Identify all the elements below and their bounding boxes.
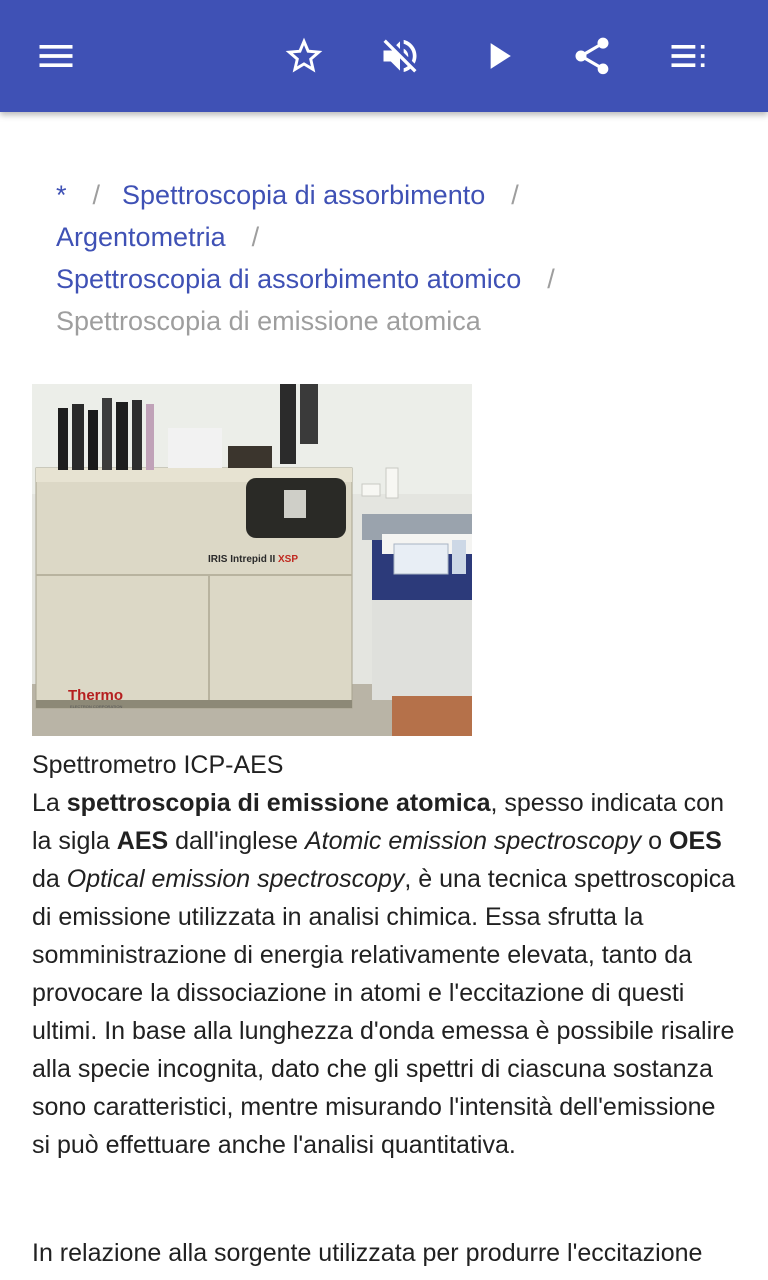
text-span: dall'inglese [168, 827, 305, 855]
breadcrumb-line [56, 174, 736, 216]
bold-term: OES [669, 827, 722, 855]
share-button[interactable] [560, 24, 624, 88]
image-brand-sub: ELECTRON CORPORATION [70, 704, 123, 709]
breadcrumb-separator: / [92, 180, 101, 210]
breadcrumb-separator: / [547, 264, 555, 294]
playlist-icon [666, 34, 710, 78]
breadcrumb-separator: / [511, 180, 519, 210]
bold-term: spettroscopia di emissione atomica [66, 789, 491, 817]
share-icon [570, 34, 614, 78]
article-image[interactable] [32, 384, 472, 736]
italic-term: Atomic emission spectroscopy [304, 827, 642, 855]
breadcrumb-item-home[interactable]: * [56, 180, 67, 210]
spectrometer-photo [32, 384, 472, 736]
menu-button[interactable] [24, 24, 88, 88]
image-model-label: IRIS Intrepid II [208, 554, 276, 565]
breadcrumb-item-assorbimento-atomico[interactable]: Spettroscopia di assorbimento atomico [56, 264, 522, 294]
bold-term: AES [116, 827, 169, 855]
text-span: La [32, 789, 67, 817]
image-model-suffix: XSP [278, 554, 299, 565]
menu-icon [34, 34, 78, 78]
contents-button[interactable] [656, 24, 720, 88]
app-bar [0, 0, 768, 112]
text-span: da [32, 865, 67, 893]
mute-button[interactable] [368, 24, 432, 88]
text-span: o [641, 827, 670, 855]
breadcrumb-item-argentometria[interactable]: Argentometria [56, 222, 226, 252]
italic-term: Optical emission spectroscopy [66, 865, 405, 893]
article-paragraph [32, 784, 736, 1164]
play-button[interactable] [466, 24, 530, 88]
star-outline-icon [282, 34, 326, 78]
text-span: , è una tecnica spettroscopica di emissione utilizzata in analisi chimica. Essa sfrutta la somministrazione di energia relativamente elevata, tanto da provocare la dissociazione in atomi e l'eccitazione di questi ultimi. In base alla lunghezza d'onda emessa è possibile risalire alla specie incognita, dato che gli spettri di ciascuna sostanza sono caratteristici, mentre misurando l'intensità dell'emissione si può effettuare anche l'analisi quantitativa. [32, 865, 736, 1159]
article-paragraph: In relazione alla sorgente utilizzata per produrre l'eccitazione [32, 1239, 703, 1267]
breadcrumb-current: Spettroscopia di emissione atomica [56, 306, 481, 336]
volume-off-icon [378, 34, 422, 78]
breadcrumb-line [56, 258, 736, 300]
breadcrumb-line [56, 216, 736, 258]
breadcrumb [56, 174, 736, 342]
svg-text:IRIS Intrepid II XSP [208, 554, 298, 565]
image-brand-label: Thermo [68, 687, 124, 704]
breadcrumb-separator: / [251, 222, 260, 252]
breadcrumb-item-assorbimento[interactable]: Spettroscopia di assorbimento [122, 180, 486, 210]
bookmark-button[interactable] [272, 24, 336, 88]
text-span: , spesso indicata con la sigla [32, 789, 724, 855]
image-caption: Spettrometro ICP-AES [32, 751, 284, 779]
play-icon [476, 34, 520, 78]
breadcrumb-line [56, 300, 736, 342]
